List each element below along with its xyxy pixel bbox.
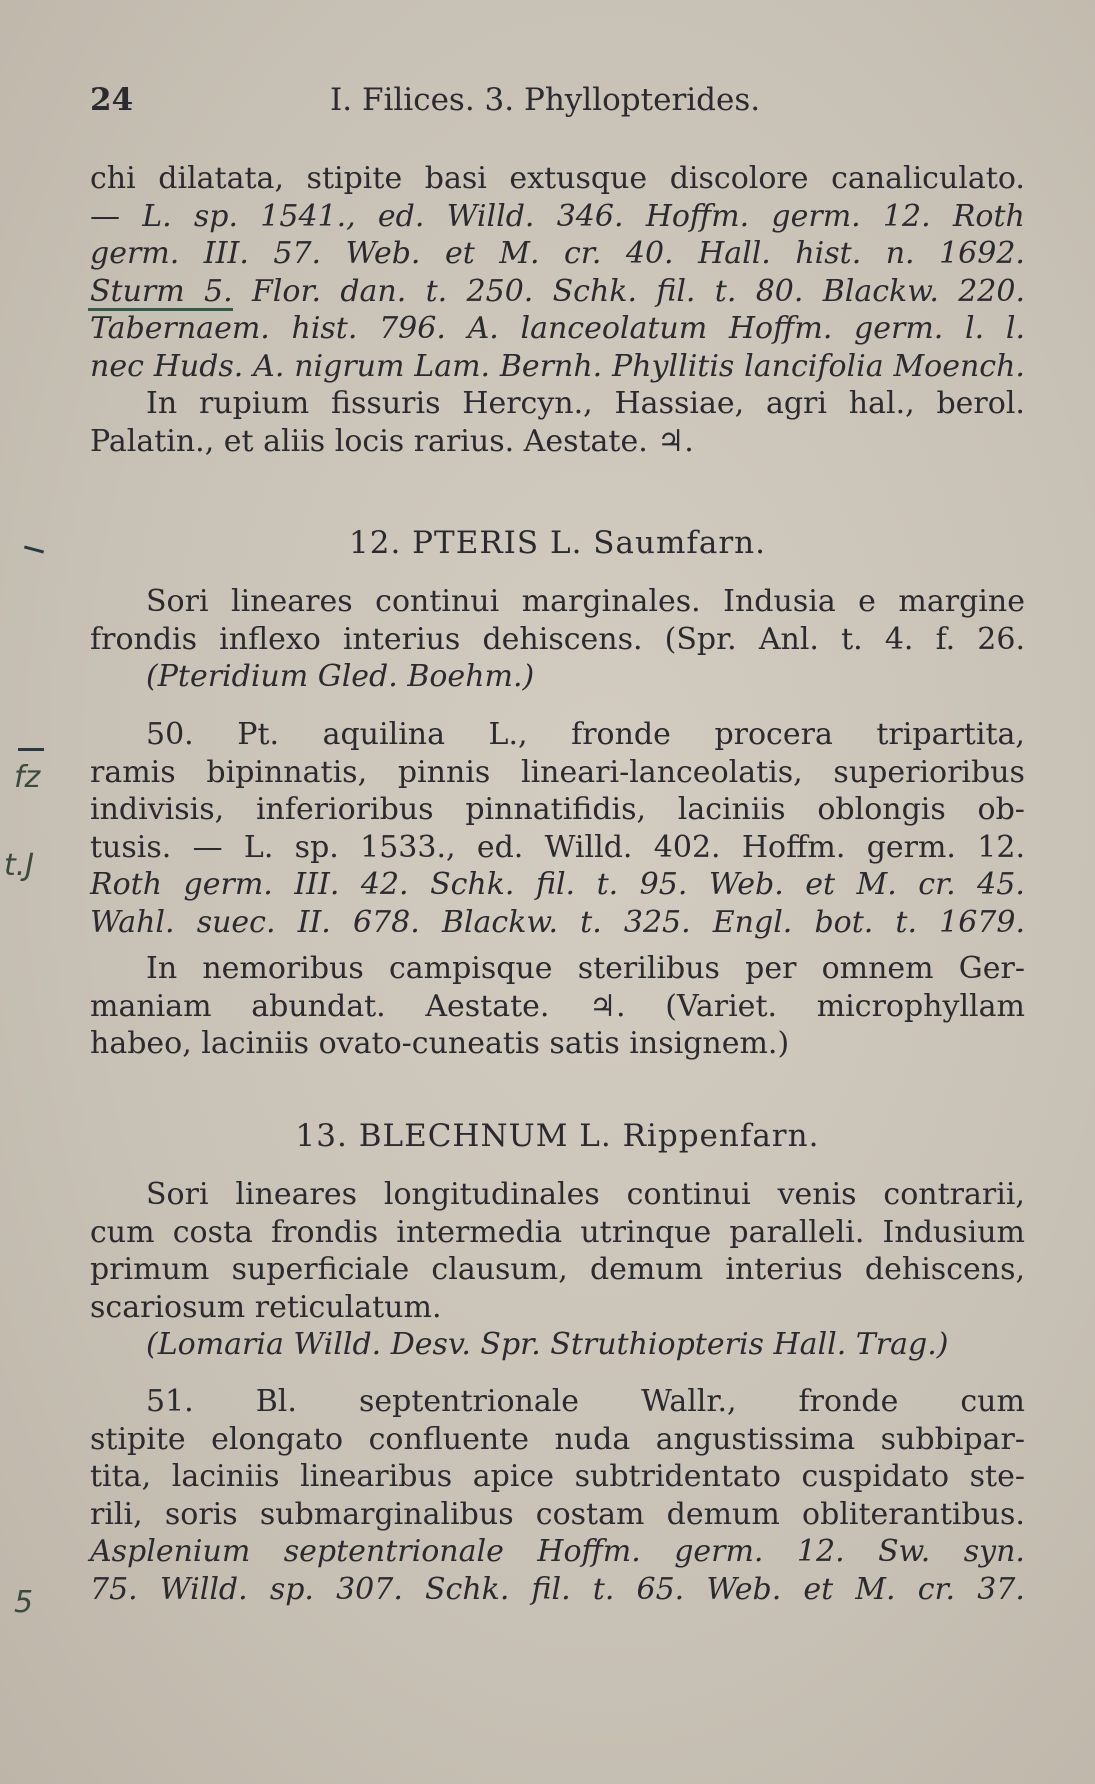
habitat-line: In rupium fissuris Hercyn., Hassiae, agri hal., berol. <box>146 386 1025 421</box>
margin-note: 5 <box>14 1585 34 1620</box>
habitat-line: Palatin., et aliis locis rarius. Aestate. ♃. <box>90 423 694 459</box>
text-line: tita, laciniis linearibus apice subtridentato cuspidato ste- <box>90 1459 1025 1494</box>
species-heading: 50. Pt. aquilina L., fronde procera tripartita, <box>146 717 1025 752</box>
pteris-description <box>90 583 1025 696</box>
habitat-line: In nemoribus campisque sterilibus per omnem Ger- <box>146 951 1025 986</box>
habitat-line: habeo, laciniis ovato-cuneatis satis insignem.) <box>90 1026 790 1061</box>
synonym-line: (Pteridium Gled. Boehm.) <box>146 659 535 694</box>
genus-title: 13. BLECHNUM L. Rippenfarn. <box>295 1118 820 1154</box>
habitat-line: maniam abundat. Aestate. ♃. (Variet. microphyllam <box>90 988 1025 1024</box>
running-head: I. Filices. 3. Phyllopterides. <box>330 82 761 118</box>
text-line: — L. sp. 1541., ed. Willd. 346. Hoffm. germ. 12. Roth <box>90 198 1025 234</box>
pteris-habitat <box>90 950 1025 1063</box>
genus-title: 12. PTERIS L. Saumfarn. <box>349 525 766 561</box>
blechnum-description <box>90 1176 1025 1364</box>
species-51 <box>90 1383 1025 1608</box>
margin-note: fz <box>14 760 41 795</box>
text-line: rili, soris submarginalibus costam demum obliterantibus. <box>90 1496 1025 1532</box>
genus-pteris <box>90 525 1025 563</box>
text-line: Wahl. suec. II. 678. Blackw. t. 325. Engl. bot. t. 1679. <box>90 904 1025 940</box>
text-line: Sori lineares continui marginales. Indusia e margine <box>146 584 1025 619</box>
text-line: indivisis, inferioribus pinnatifidis, laciniis oblongis ob- <box>90 792 1025 827</box>
text-line: 75. Willd. sp. 307. Schk. fil. t. 65. Web. et M. cr. 37. <box>90 1571 1025 1607</box>
text-line: nec Huds. A. nigrum Lam. Bernh. Phyllitis lancifolia Moench. <box>90 348 1025 384</box>
margin-dash <box>24 545 44 553</box>
text-line: Asplenium septentrionale Hoffm. germ. 12. Sw. syn. <box>90 1534 1025 1569</box>
text-line: stipite elongato confluente nuda angustissima subbipar- <box>90 1421 1025 1457</box>
text-line: Sori lineares longitudinales continui venis contrarii, <box>146 1177 1025 1212</box>
text-line: ramis bipinnatis, pinnis lineari-lanceolatis, superioribus <box>90 754 1025 790</box>
species-heading: 51. Bl. septentrionale Wallr., fronde cum <box>146 1384 1025 1419</box>
text-line: chi dilatata, stipite basi extusque discolore canaliculato. <box>90 161 1025 196</box>
genus-blechnum <box>90 1118 1025 1156</box>
text-line: primum superficiale clausum, demum interius dehiscens, <box>90 1252 1025 1287</box>
text-line: cum costa frondis intermedia utrinque paralleli. Indusium <box>90 1214 1025 1250</box>
species-50 <box>90 716 1025 941</box>
text-line: frondis inflexo interius dehiscens. (Spr. Anl. t. 4. f. 26. <box>90 621 1025 657</box>
text-line: tusis. — L. sp. 1533., ed. Willd. 402. Hoffm. germ. 12. <box>90 829 1025 865</box>
synonym-line: (Lomaria Willd. Desv. Spr. Struthiopteris Hall. Trag.) <box>146 1327 949 1362</box>
text-line: Tabernaem. hist. 796. A. lanceolatum Hoffm. germ. l. l. <box>90 311 1025 346</box>
text-line: Roth germ. III. 42. Schk. fil. t. 95. Web. et M. cr. 45. <box>90 867 1025 902</box>
text-line: germ. III. 57. Web. et M. cr. 40. Hall. hist. n. 1692. <box>90 236 1025 271</box>
handwritten-underline <box>88 308 233 311</box>
margin-dash <box>18 748 44 751</box>
text-line: Sturm 5. Flor. dan. t. 250. Schk. fil. t. 80. Blackw. 220. <box>90 273 1025 309</box>
margin-note: t.J <box>4 848 35 883</box>
text-line: scariosum reticulatum. <box>90 1289 442 1325</box>
page-number: 24 <box>90 82 134 118</box>
